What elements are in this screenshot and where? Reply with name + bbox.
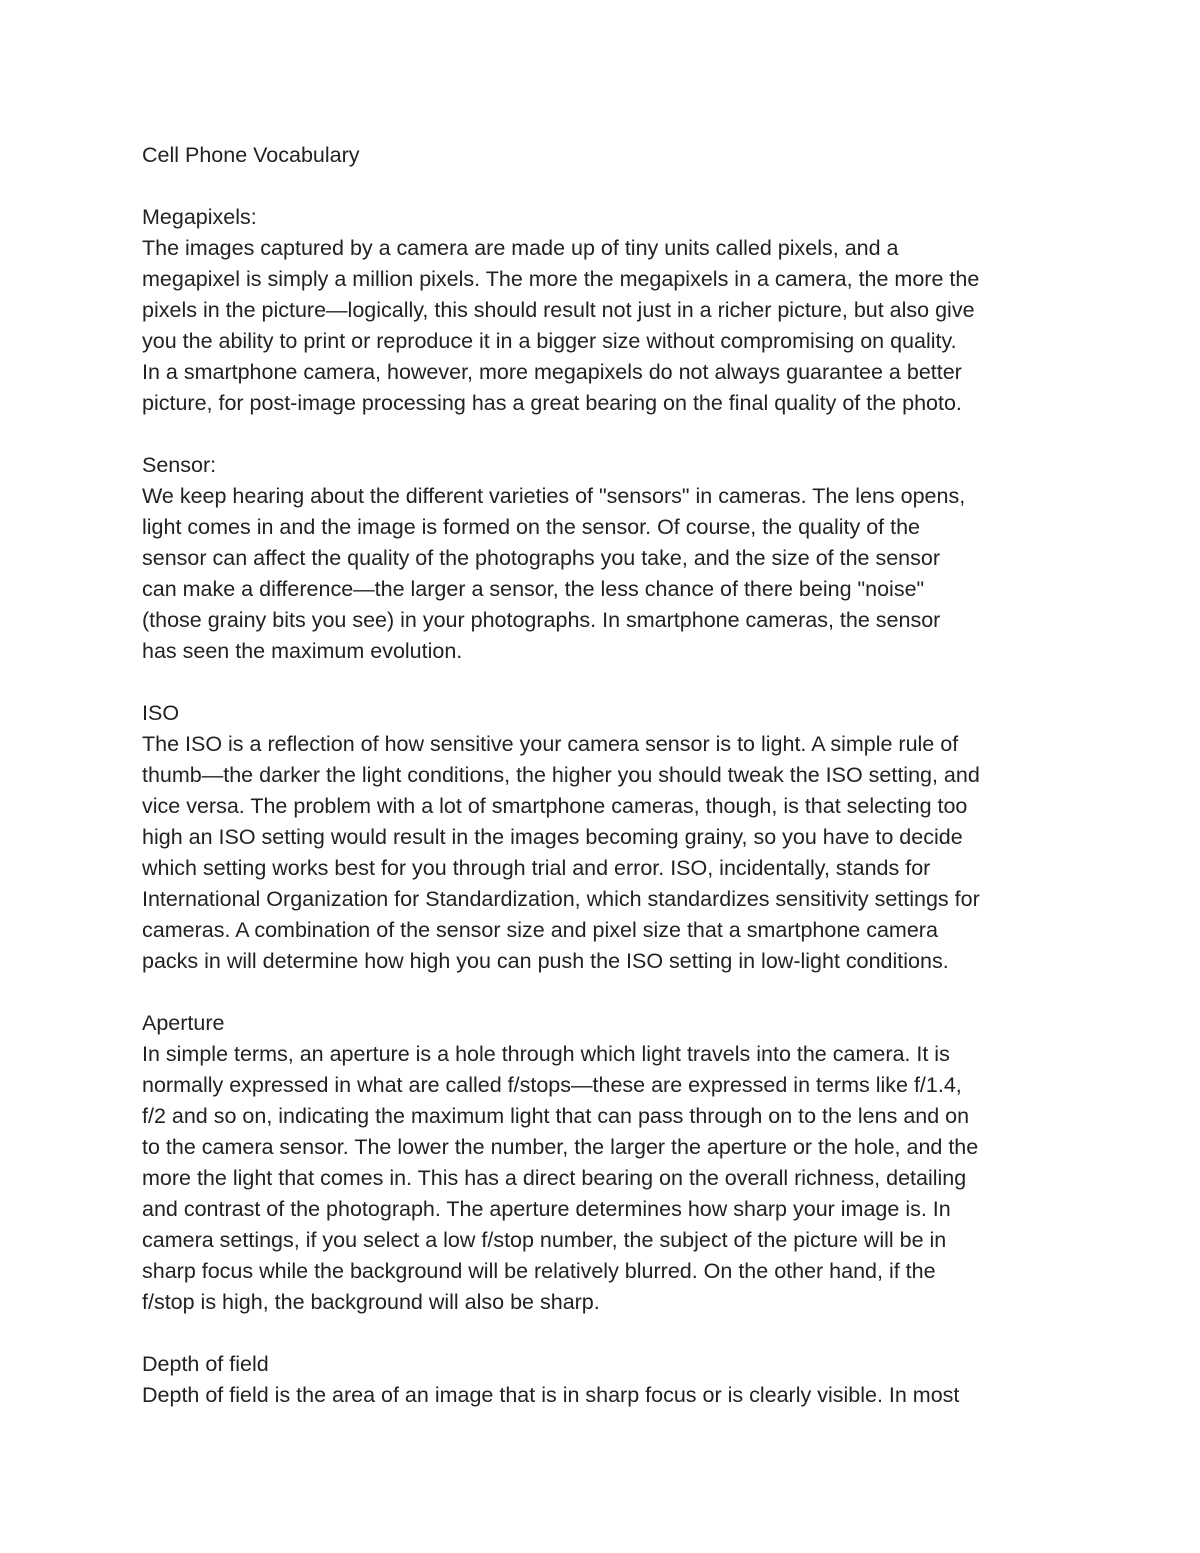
body-line: more the light that comes in. This has a direct bearing on the overall richness, detailing (142, 1166, 967, 1190)
spacer (142, 977, 1072, 1008)
body-line: and contrast of the photograph. The aperture determines how sharp your image is. In (142, 1197, 951, 1221)
body-line: f/stop is high, the background will also be sharp. (142, 1290, 600, 1314)
spacer (142, 1318, 1072, 1349)
body-line: thumb—the darker the light conditions, the higher you should tweak the ISO setting, and (142, 763, 980, 787)
body-line: We keep hearing about the different varieties of "sensors" in cameras. The lens opens, (142, 484, 966, 508)
body-line: packs in will determine how high you can push the ISO setting in low-light conditions. (142, 949, 949, 973)
spacer (142, 667, 1072, 698)
body-line: The ISO is a reflection of how sensitive your camera sensor is to light. A simple rule of (142, 732, 959, 756)
body-line: normally expressed in what are called f/stops—these are expressed in terms like f/1.4, (142, 1073, 962, 1097)
body-line: International Organization for Standardization, which standardizes sensitivity settings for (142, 887, 980, 911)
body-line: pixels in the picture—logically, this should result not just in a richer picture, but also give (142, 298, 975, 322)
section-aperture (142, 1008, 1072, 1318)
section-megapixels (142, 202, 1072, 419)
body-line: (those grainy bits you see) in your photographs. In smartphone cameras, the sensor (142, 608, 941, 632)
body-line: The images captured by a camera are made up of tiny units called pixels, and a (142, 236, 899, 260)
section-heading: ISO (142, 701, 180, 725)
section-heading: Depth of field (142, 1352, 269, 1376)
body-line: you the ability to print or reproduce it in a bigger size without compromising on quality. (142, 329, 957, 353)
spacer (142, 171, 1072, 202)
section-heading: Megapixels: (142, 205, 257, 229)
document-page (142, 140, 1072, 1411)
section-heading: Aperture (142, 1011, 225, 1035)
document-title: Cell Phone Vocabulary (142, 143, 360, 167)
body-line: to the camera sensor. The lower the number, the larger the aperture or the hole, and the (142, 1135, 979, 1159)
body-line: Depth of field is the area of an image that is in sharp focus or is clearly visible. In most (142, 1383, 960, 1407)
body-line: cameras. A combination of the sensor size and pixel size that a smartphone camera (142, 918, 938, 942)
body-line: camera settings, if you select a low f/stop number, the subject of the picture will be in (142, 1228, 947, 1252)
body-line: sharp focus while the background will be relatively blurred. On the other hand, if the (142, 1259, 936, 1283)
body-line: high an ISO setting would result in the images becoming grainy, so you have to decide (142, 825, 963, 849)
body-line: megapixel is simply a million pixels. The more the megapixels in a camera, the more the (142, 267, 980, 291)
section-sensor (142, 450, 1072, 667)
section-depth-of-field (142, 1349, 1072, 1411)
body-line: light comes in and the image is formed on the sensor. Of course, the quality of the (142, 515, 921, 539)
body-line: which setting works best for you through trial and error. ISO, incidentally, stands for (142, 856, 931, 880)
body-line: In a smartphone camera, however, more megapixels do not always guarantee a better (142, 360, 962, 384)
body-line: vice versa. The problem with a lot of smartphone cameras, though, is that selecting too (142, 794, 968, 818)
spacer (142, 419, 1072, 450)
body-line: sensor can affect the quality of the photographs you take, and the size of the sensor (142, 546, 941, 570)
body-line: In simple terms, an aperture is a hole through which light travels into the camera. It is (142, 1042, 950, 1066)
body-line: can make a difference—the larger a sensor, the less chance of there being "noise" (142, 577, 925, 601)
section-heading: Sensor: (142, 453, 217, 477)
section-iso (142, 698, 1072, 977)
body-line: f/2 and so on, indicating the maximum light that can pass through on to the lens and on (142, 1104, 970, 1128)
body-line: has seen the maximum evolution. (142, 639, 463, 663)
body-line: picture, for post-image processing has a great bearing on the final quality of the photo. (142, 391, 962, 415)
